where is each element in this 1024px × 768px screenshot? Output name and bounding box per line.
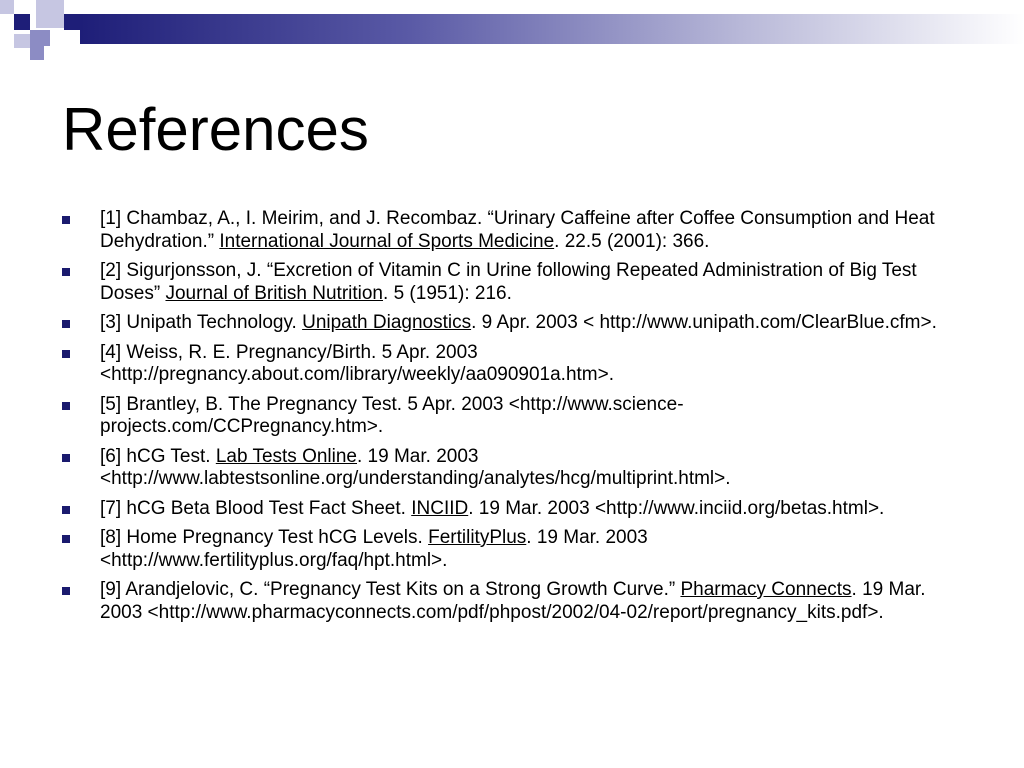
reference-source: International Journal of Sports Medicine [219, 230, 555, 252]
references-list [62, 208, 962, 631]
reference-source: Unipath Diagnostics [302, 312, 472, 333]
square-bullet-icon [62, 216, 70, 224]
reference-item [62, 527, 962, 572]
reference-details: . 9 Apr. 2003 < http://www.unipath.com/ClearBlue.cfm>. [471, 312, 937, 333]
deco-square [14, 34, 30, 48]
reference-text: [5] Brantley, B. The Pregnancy Test. 5 Apr. 2003 <http://www.science-projects.com/CCPregnancy.htm>. [100, 393, 684, 437]
reference-source: Journal of British Nutrition [165, 282, 384, 304]
reference-item [62, 312, 962, 335]
reference-source: FertilityPlus [428, 527, 527, 548]
reference-item [62, 394, 962, 439]
deco-square [64, 14, 80, 30]
reference-details: . 19 Mar. 2003 <http://www.pharmacyconnects.com/pdf/phpost/2002/04-02/report/pregnancy_kits.pdf>. [100, 579, 926, 623]
reference-details: . 22.5 (2001): 366. [554, 230, 710, 252]
square-bullet-icon [62, 506, 70, 514]
square-bullet-icon [62, 587, 70, 595]
reference-item [62, 446, 962, 491]
deco-gradient-bar [80, 14, 1024, 44]
reference-text: [7] hCG Beta Blood Test Fact Sheet. [100, 497, 412, 519]
header-decoration [0, 0, 1024, 70]
square-bullet-icon [62, 268, 70, 276]
reference-details: . 5 (1951): 216. [383, 282, 512, 304]
square-bullet-icon [62, 535, 70, 543]
reference-text: [1] Chambaz, A., I. Meirim, and J. Recombaz. “Urinary Caffeine after Coffee Consumption and Heat Dehydration.” [100, 208, 935, 252]
reference-text: [4] Weiss, R. E. Pregnancy/Birth. 5 Apr. 2003 <http://pregnancy.about.com/library/weekly/aa090901a.htm>. [100, 341, 615, 385]
deco-square [0, 0, 14, 14]
reference-source: INCIID [411, 497, 469, 519]
deco-square [14, 14, 30, 30]
square-bullet-icon [62, 350, 70, 358]
square-bullet-icon [62, 454, 70, 462]
reference-details: . 19 Mar. 2003 <http://www.fertilityplus.org/faq/hpt.html>. [100, 527, 648, 571]
reference-text: [9] Arandjelovic, C. “Pregnancy Test Kits on a Strong Growth Curve.” [100, 579, 681, 600]
reference-source: Lab Tests Online [215, 445, 357, 467]
reference-item [62, 208, 962, 253]
square-bullet-icon [62, 402, 70, 410]
reference-item [62, 342, 962, 387]
deco-square [30, 30, 50, 46]
deco-square [30, 46, 44, 60]
slide-title: References [62, 96, 369, 163]
reference-item [62, 579, 962, 624]
deco-square [36, 0, 64, 28]
reference-text: [2] Sigurjonsson, J. “Excretion of Vitamin C in Urine following Repeated Administration of Big Test Doses” [100, 260, 917, 304]
square-bullet-icon [62, 320, 70, 328]
reference-text: [6] hCG Test. [100, 445, 216, 467]
reference-details: . 19 Mar. 2003 <http://www.labtestsonline.org/understanding/analytes/hcg/multiprint.html>. [100, 445, 731, 489]
reference-text: [3] Unipath Technology. [100, 312, 303, 333]
reference-item [62, 498, 962, 521]
reference-item [62, 260, 962, 305]
reference-text: [8] Home Pregnancy Test hCG Levels. [100, 527, 429, 548]
reference-details: . 19 Mar. 2003 <http://www.inciid.org/betas.html>. [468, 497, 885, 519]
reference-source: Pharmacy Connects [680, 579, 852, 600]
